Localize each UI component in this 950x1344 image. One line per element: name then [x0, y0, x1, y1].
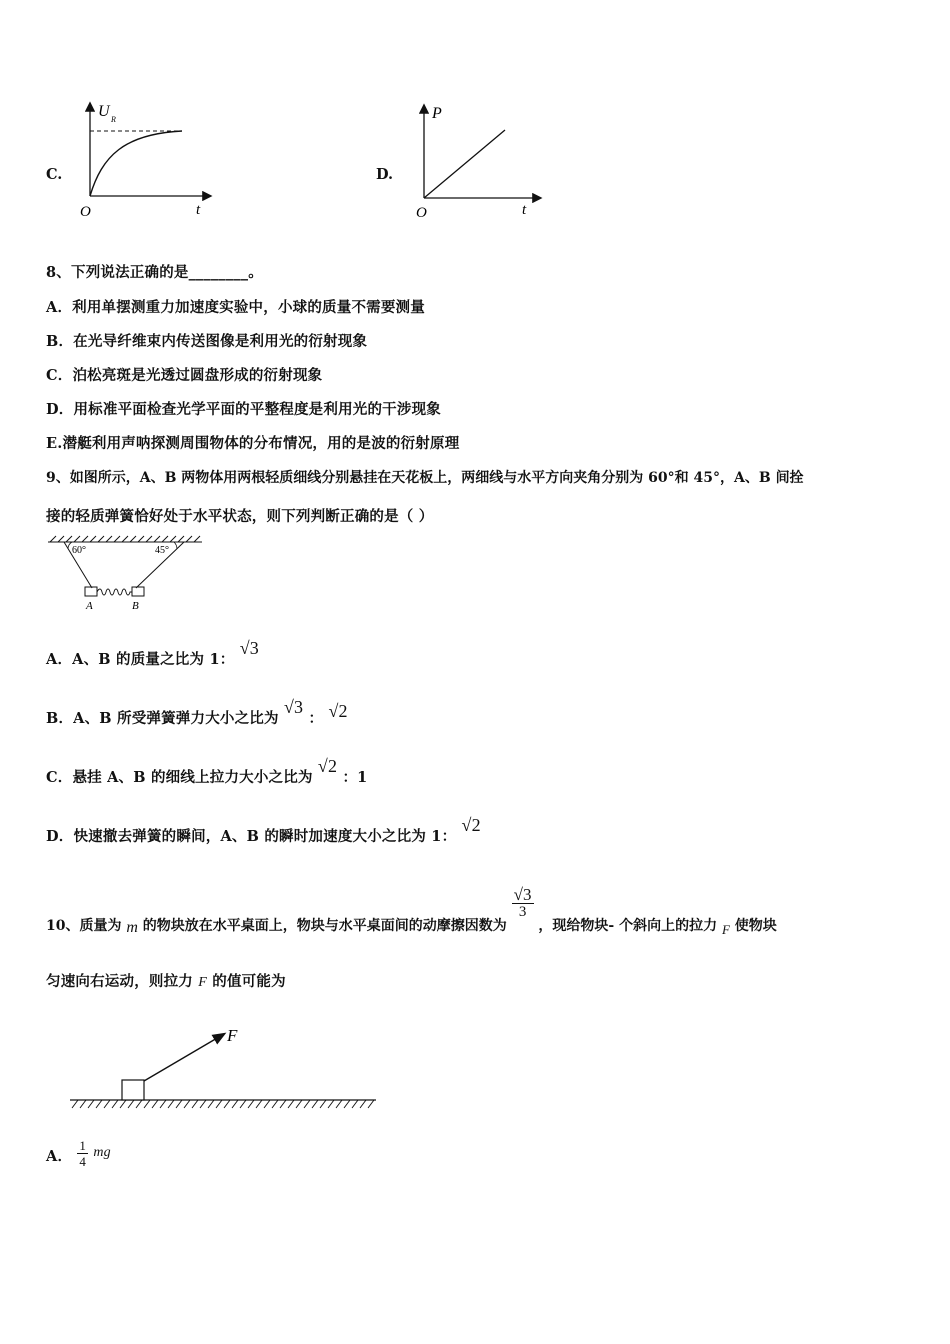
q10-stem-line1: 10、质量为 m 的物块放在水平桌面上，物块与水平桌面间的动摩擦因数为 $\frac{√3}{3}$ ，现给物块- 个斜向上的拉力 F 使物块	[46, 885, 777, 937]
graph-d-origin: O	[416, 205, 427, 221]
var-m: m	[126, 918, 138, 936]
q9-stem-line1: 9、如图所示，A、B 两物体用两根轻质细线分别悬挂在天花板上，两细线与水平方向夹角分别为 60°和 45°，A、B 间拴	[46, 470, 804, 486]
graph-c-curve	[90, 131, 182, 196]
graph-d-figure	[408, 100, 553, 224]
ceiling	[48, 536, 202, 542]
q9-option-b-math1: √3	[283, 697, 304, 717]
graph-c-ylabel: U	[98, 103, 110, 120]
q9-option-b: B．A、B 所受弹簧弹力大小之比为 √3 ： √2	[46, 697, 348, 727]
graph-d-line	[424, 130, 505, 198]
block-a	[85, 587, 97, 596]
q8-option-a: A．利用单摆测重力加速度实验中，小球的质量不需要测量	[46, 299, 425, 316]
q9-figure	[44, 532, 206, 614]
graph-c-xlabel: t	[196, 202, 201, 218]
q10-option-a: A． $\frac{1}{4}$ mg	[46, 1138, 111, 1169]
q8-option-d: D．用标准平面检查光学平面的平整程度是利用光的干涉现象	[46, 401, 441, 418]
block	[122, 1080, 144, 1100]
q8-option-b: B．在光导纤维束内传送图像是利用光的衍射现象	[46, 333, 368, 350]
option-d-label: D.	[376, 166, 394, 183]
q9-option-a: A．A、B 的质量之比为 1： √3	[46, 638, 259, 668]
table-hatching	[72, 1100, 374, 1108]
angle-right-label: 45°	[155, 545, 169, 556]
var-f: F	[721, 921, 730, 937]
q8-stem: 8、下列说法正确的是________。	[46, 264, 263, 281]
graph-d-ylabel: P	[432, 105, 442, 122]
var-f-2: F	[198, 975, 208, 990]
q10-option-a-fraction: $\frac{1}{4}$	[79, 1138, 87, 1169]
graph-d-xlabel: t	[522, 202, 527, 218]
q9-option-b-math2: √2	[328, 701, 348, 721]
graph-c-origin: O	[80, 204, 91, 220]
graph-c-figure	[74, 98, 224, 222]
mu-fraction: $\frac{√3}{3}$	[513, 885, 532, 920]
q10-figure	[66, 1022, 380, 1114]
q8-option-e: E.潜艇利用声呐探测周围物体的分布情况，用的是波的衍射原理	[46, 435, 460, 452]
q9-option-d: D．快速撤去弹簧的瞬间，A、B 的瞬时加速度大小之比为 1： √2	[46, 815, 481, 845]
label-b: B	[132, 600, 139, 612]
q9-option-c-math: √2	[317, 756, 338, 776]
q9-option-d-math: √2	[461, 815, 481, 835]
q9-option-c: C．悬挂 A、B 的细线上拉力大小之比为 √2 ：1	[46, 756, 368, 786]
q9-stem-line2: 接的轻质弹簧恰好处于水平状态，则下列判断正确的是（ ）	[46, 508, 434, 525]
spring	[97, 589, 132, 595]
angle-left-label: 60°	[72, 545, 86, 556]
q9-option-a-math: √3	[239, 638, 259, 658]
option-c-label: C.	[46, 166, 63, 183]
label-a: A	[86, 600, 93, 612]
q8-option-c: C．泊松亮斑是光透过圆盘形成的衍射现象	[46, 367, 323, 384]
q10-option-a-mg: mg	[93, 1144, 111, 1160]
q10-stem-line2: 匀速向右运动，则拉力 F 的值可能为	[46, 973, 286, 990]
force-arrow	[144, 1034, 224, 1081]
block-b	[132, 587, 144, 596]
angle-arc-right	[174, 542, 177, 549]
graph-c-ysub: R	[111, 115, 116, 124]
force-label: F	[227, 1026, 238, 1045]
